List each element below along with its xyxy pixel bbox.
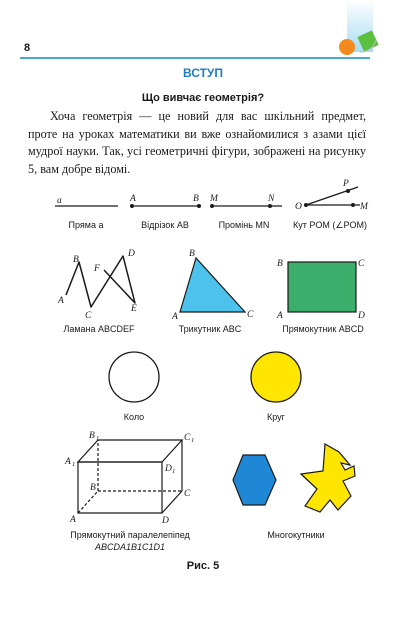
- svg-text:B: B: [90, 483, 96, 493]
- svg-text:O: O: [295, 202, 302, 212]
- svg-text:1: 1: [191, 437, 195, 444]
- svg-text:M: M: [210, 194, 218, 204]
- disk-figure: [251, 352, 301, 422]
- svg-text:B: B: [189, 249, 195, 259]
- svg-text:C: C: [85, 311, 92, 321]
- svg-text:D: D: [162, 516, 169, 526]
- ray-figure: [209, 194, 282, 230]
- svg-text:A: A: [70, 515, 76, 525]
- svg-text:1: 1: [72, 461, 76, 468]
- line-figure: [55, 196, 118, 230]
- svg-text:D: D: [165, 464, 172, 474]
- svg-text:Коло: Коло: [123, 412, 145, 422]
- svg-text:1: 1: [172, 468, 176, 475]
- svg-text:C: C: [184, 433, 191, 443]
- svg-text:1: 1: [96, 435, 100, 442]
- figure-5: [0, 170, 406, 560]
- svg-text:C: C: [184, 489, 191, 499]
- svg-text:C: C: [358, 259, 365, 269]
- svg-text:M: M: [360, 202, 368, 212]
- figure-label: Рис. 5: [186, 560, 220, 572]
- triangle-figure: [171, 249, 254, 334]
- svg-text:Прямокутник ABCD: Прямокутник ABCD: [282, 324, 364, 334]
- svg-text:ABCDA1B1C1D1: ABCDA1B1C1D1: [94, 542, 166, 552]
- svg-text:F: F: [94, 264, 100, 274]
- svg-text:Трикутник ABC: Трикутник ABC: [178, 324, 242, 334]
- svg-text:Многокутники: Многокутники: [267, 530, 325, 540]
- body-paragraph: Хоча геометрія — це новий для вас шкільний предмет, проте на уроках математики ви вже ознайомилися з азами цієї мудрої науки. Так, усі геометричні фігури, зображені на рисунку 5, вам добре відомі.: [28, 109, 366, 176]
- svg-text:D: D: [128, 249, 135, 259]
- svg-text:A: A: [58, 296, 64, 306]
- svg-text:E: E: [131, 304, 137, 314]
- svg-text:Прямокутний паралелепіпед: Прямокутний паралелепіпед: [70, 530, 190, 540]
- segment-figure: [129, 194, 201, 230]
- svg-text:Відрізок AB: Відрізок AB: [141, 220, 189, 230]
- svg-text:B: B: [193, 194, 199, 204]
- header-decoration: [330, 0, 406, 70]
- svg-text:B: B: [277, 259, 283, 269]
- svg-text:Промінь MN: Промінь MN: [218, 220, 270, 230]
- svg-text:A: A: [130, 194, 136, 204]
- page-number: 8: [24, 42, 31, 54]
- angle-figure: [293, 179, 369, 230]
- svg-text:Пряма a: Пряма a: [68, 220, 104, 230]
- svg-text:Круг: Круг: [267, 412, 285, 422]
- svg-text:a: a: [57, 196, 62, 206]
- svg-text:B: B: [89, 431, 95, 441]
- svg-text:Кут POM (∠POM): Кут POM (∠POM): [293, 220, 367, 230]
- svg-text:D: D: [358, 311, 365, 321]
- rectangle-figure: [276, 259, 365, 334]
- svg-text:A: A: [172, 312, 178, 322]
- circle-figure: [109, 352, 159, 422]
- svg-text:Ламана ABCDEF: Ламана ABCDEF: [63, 324, 135, 334]
- section-title: ВСТУП: [183, 66, 223, 80]
- polyline-figure: [57, 249, 137, 334]
- svg-text:A: A: [65, 457, 71, 467]
- svg-text:C: C: [247, 310, 254, 320]
- polygons-figure: [233, 444, 355, 540]
- subtitle: Що вивчає геометрія?: [141, 92, 265, 104]
- svg-text:B: B: [73, 255, 79, 265]
- parallelepiped-figure: [78, 440, 182, 513]
- svg-text:A: A: [277, 311, 283, 321]
- svg-text:N: N: [268, 194, 275, 204]
- svg-text:P: P: [343, 179, 349, 189]
- header-rule: [20, 57, 370, 59]
